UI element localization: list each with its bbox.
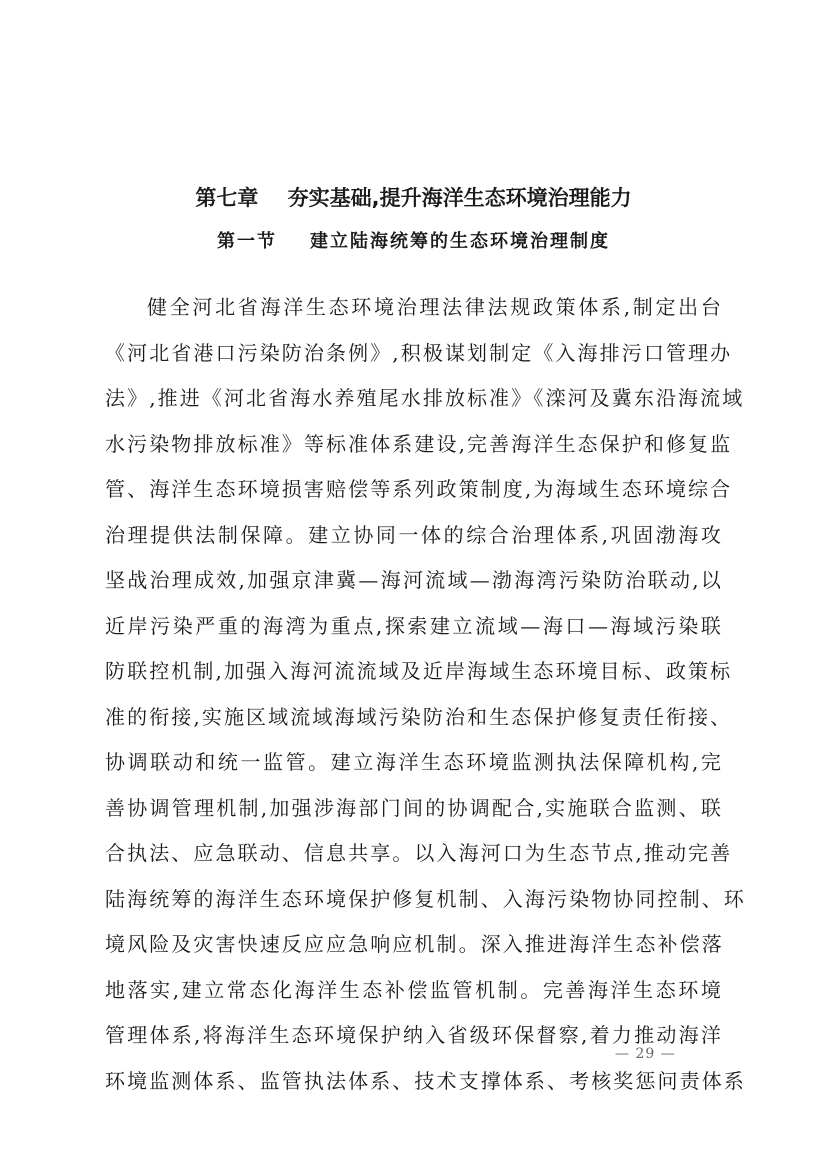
- paragraph-line: 准的衔接,实施区域流域海域污染防治和生态保护修复责任衔接、: [105, 704, 733, 729]
- paragraph-line: 地落实,建立常态化海洋生态补偿监管机制。完善海洋生态环境: [105, 977, 723, 1002]
- paragraph-line: 防联控机制,加强入海河流流域及近岸海域生态环境目标、政策标: [105, 659, 733, 683]
- paragraph-line: 协调联动和统一监管。建立海洋生态环境监测执法保障机构,完: [105, 750, 723, 774]
- paragraph-line: 管理体系,将海洋生态环境保护纳入省级环保督察,着力推动海洋: [105, 1023, 723, 1047]
- paragraph-line: 环境监测体系、监管执法体系、技术支撑体系、考核奖惩问责体系: [105, 1068, 746, 1093]
- paragraph-line: 《河北省港口污染防治条例》,积极谋划制定《入海排污口管理办: [105, 340, 733, 365]
- section-title: 第一节 建立陆海统筹的生态环境治理制度: [216, 231, 611, 252]
- paragraph-line: 水污染物排放标准》等标准体系建设,完善海洋生态保护和修复监: [105, 431, 733, 456]
- paragraph-line: 管、海洋生态环境损害赔偿等系列政策制度,为海域生态环境综合: [105, 477, 733, 501]
- paragraph-line: 合执法、应急联动、信息共享。以入海河口为生态节点,推动完善: [105, 841, 733, 865]
- page-number: — 29 —: [615, 1046, 676, 1062]
- body-paragraph: [105, 285, 746, 1104]
- paragraph-line: 治理提供法制保障。建立协同一体的综合治理体系,巩固渤海攻: [105, 522, 723, 547]
- paragraph-line: 法》,推进《河北省海水养殖尾水排放标准》《滦河及冀东沿海流域: [105, 386, 745, 410]
- paragraph-line: 近岸污染严重的海湾为重点,探索建立流域—海口—海域污染联: [105, 613, 723, 638]
- paragraph-line: 境风险及灾害快速反应应急响应机制。深入推进海洋生态补偿落: [105, 932, 724, 956]
- chapter-title: 第七章 夯实基础,提升海洋生态环境治理能力: [195, 186, 632, 210]
- paragraph-line: 陆海统筹的海洋生态环境保护修复机制、入海污染物协同控制、环: [105, 886, 746, 911]
- paragraph-line: 坚战治理成效,加强京津冀—海河流域—渤海湾污染防治联动,以: [105, 568, 723, 592]
- paragraph-line: 健全河北省海洋生态环境治理法律法规政策体系,制定出台: [147, 295, 723, 319]
- paragraph-line: 善协调管理机制,加强涉海部门间的协调配合,实施联合监测、联: [105, 795, 723, 820]
